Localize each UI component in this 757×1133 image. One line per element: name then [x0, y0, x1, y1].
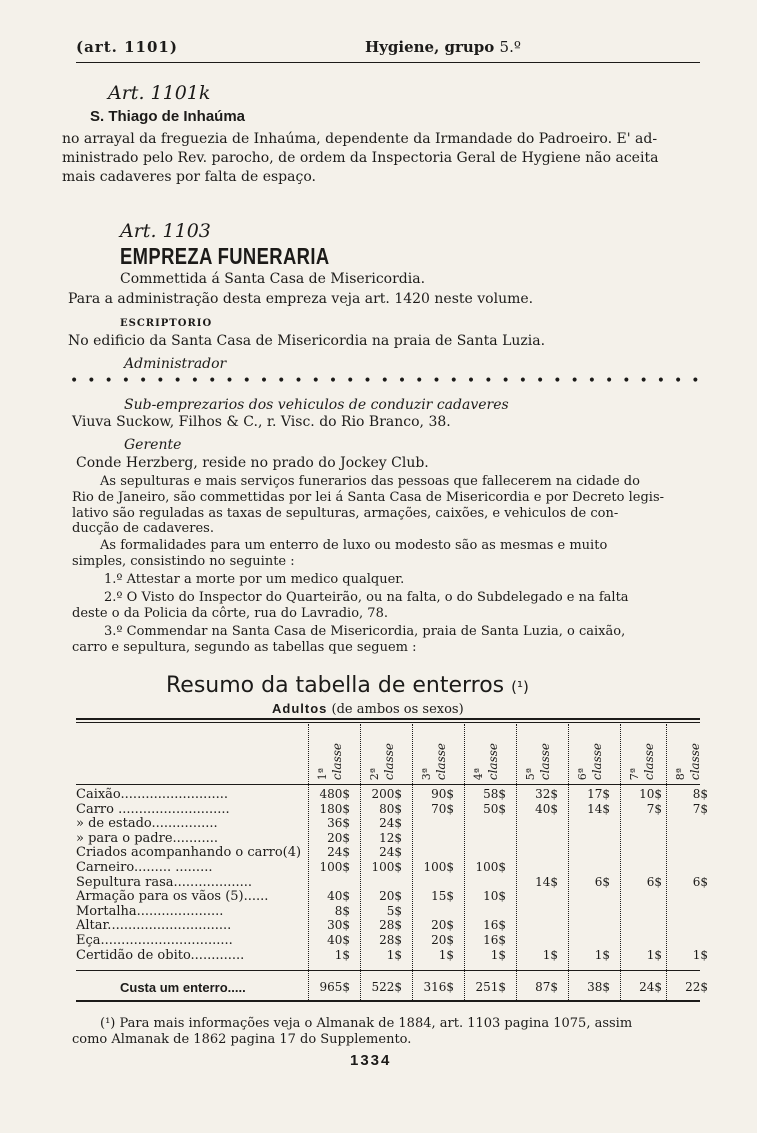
total-cell: 87$	[535, 980, 558, 994]
table-cell: 40$	[535, 801, 558, 816]
art-1101k-line-1: no arrayal da freguezia de Inhaúma, dependente da Irmandade do Padroeiro. E' ad-	[62, 131, 658, 147]
table-cell: 30$	[327, 918, 350, 933]
header-article-ref: (art. 1101)	[76, 38, 178, 56]
table-cell: 40$	[327, 889, 350, 904]
table-cell: 14$	[587, 801, 610, 816]
table-cell: 6$	[646, 874, 662, 889]
table-bottom-rule	[76, 1000, 700, 1002]
header-section-name: Hygiene, grupo	[365, 38, 495, 56]
table-cell: 7$	[692, 801, 708, 816]
art-1101k-name: S. Thiago de Inhaúma	[90, 108, 246, 125]
class-number: 7ª	[628, 767, 641, 780]
table-cell: 1$	[438, 947, 454, 962]
class-label: classe	[688, 742, 702, 780]
table-top-rule-2	[76, 722, 700, 723]
table-cell: 8$	[692, 787, 708, 801]
table-cell: 8$	[334, 903, 350, 918]
table-row-label: » para o padre...........	[76, 830, 218, 846]
table-cell: 100$	[475, 860, 506, 874]
table-cell: 90$	[431, 787, 454, 801]
table-cell: 20$	[431, 933, 454, 947]
class-number: 2ª	[368, 767, 381, 780]
paragraph-1-line-3: lativo são reguladas as taxas de sepulturas, armações, caixões, e vehiculos de con-	[72, 506, 619, 521]
class-header	[468, 737, 516, 782]
table-title-text: Resumo da tabella de enterros	[166, 673, 505, 698]
table-cell: 1$	[542, 947, 558, 962]
table-cell: 16$	[483, 918, 506, 933]
total-cell: 965$	[319, 980, 350, 994]
paragraph-1-line-1: As sepulturas e mais serviços funerarios das pessoas que fallecerem na cidade do	[100, 474, 640, 489]
class-label: classe	[486, 742, 500, 780]
class-label: classe	[434, 742, 448, 780]
table-cell: 5$	[386, 903, 402, 918]
table-cell: 40$	[327, 933, 350, 947]
sub-emprezarios-label: Sub-emprezarios dos vehiculos de conduzir cadaveres	[124, 397, 509, 413]
table-cell: 1$	[334, 947, 350, 962]
class-header	[624, 737, 672, 782]
class-number: 6ª	[576, 767, 589, 780]
table-header-rule	[76, 784, 700, 785]
administrador-label: Administrador	[124, 356, 227, 372]
table-cell: 180$	[319, 801, 350, 816]
table-cell: 7$	[646, 801, 662, 816]
table-row-label: Carneiro......... .........	[76, 860, 213, 875]
table-cell: 1$	[692, 947, 708, 962]
total-cell: 38$	[587, 980, 610, 994]
table-cell: 80$	[379, 801, 402, 816]
sub-emprezarios-text: Viuva Suckow, Filhos & C., r. Visc. do Rio Branco, 38.	[72, 414, 451, 430]
page-number: 1334	[350, 1052, 392, 1069]
table-cell: 100$	[423, 860, 454, 874]
table-cell: 36$	[327, 816, 350, 831]
art-1103-line-2: Para a administração desta empreza veja art. 1420 neste volume.	[68, 291, 534, 307]
table-cell: 100$	[319, 860, 350, 874]
table-cell: 32$	[535, 787, 558, 801]
table-cell: 50$	[483, 801, 506, 816]
table-cell: 20$	[379, 889, 402, 904]
table-cell: 1$	[594, 947, 610, 962]
table-cell: 28$	[379, 933, 402, 947]
table-cell: 17$	[587, 787, 610, 801]
table-title	[166, 673, 529, 698]
art-1103-line-1: Commettida á Santa Casa de Misericordia.	[120, 271, 426, 287]
table-cell: 24$	[379, 845, 402, 860]
table-cell: 14$	[535, 874, 558, 889]
total-cell: 251$	[475, 980, 506, 994]
table-cell: 24$	[327, 845, 350, 860]
table-cell: 58$	[483, 787, 506, 801]
paragraph-2-line-2: simples, consistindo no seguinte :	[72, 554, 295, 569]
table-cell: 1$	[386, 947, 402, 962]
table-top-rule	[76, 718, 700, 720]
class-header	[364, 737, 412, 782]
table-cell: 28$	[379, 918, 402, 933]
class-label: classe	[590, 742, 604, 780]
table-cell: 10$	[639, 787, 662, 801]
table-cell: 480$	[319, 787, 350, 801]
total-cell: 522$	[371, 980, 402, 994]
table-cell: 1$	[646, 947, 662, 962]
class-label: classe	[382, 742, 396, 780]
item-2-line-2: deste o da Policia da côrte, rua do Lavradio, 78.	[72, 606, 388, 621]
gerente-label: Gerente	[124, 437, 182, 453]
table-subtitle-bold: Adultos	[272, 701, 328, 716]
total-cell: 22$	[685, 980, 708, 994]
total-cell: 316$	[423, 980, 454, 994]
table-row-label: Eça................................	[76, 933, 233, 948]
art-1101k-heading: Art. 1101k	[108, 82, 211, 104]
dotted-leader: •••••••••••••••••••••••••••••••••••••	[70, 373, 709, 389]
table-cell: 6$	[692, 874, 708, 889]
empreza-funeraria-title: EMPREZA FUNERARIA	[120, 243, 330, 269]
class-number: 4ª	[472, 767, 485, 780]
table-row-label: » de estado................	[76, 816, 218, 832]
total-label: Custa um enterro.....	[120, 980, 246, 995]
table-cell: 12$	[379, 830, 402, 845]
item-3-line-2: carro e sepultura, segundo as tabellas que seguem :	[72, 640, 417, 655]
escriptorio-label: ESCRIPTORIO	[120, 318, 213, 329]
class-header	[520, 737, 568, 782]
class-header	[670, 737, 718, 782]
footnote-line-2: como Almanak de 1862 pagina 17 do Supplemento.	[72, 1032, 412, 1047]
class-label: classe	[330, 742, 344, 780]
escriptorio-text: No edificio da Santa Casa de Misericordia na praia de Santa Luzia.	[68, 333, 546, 349]
table-cell: 10$	[483, 889, 506, 904]
art-1101k-line-3: mais cadaveres por falta de espaço.	[62, 169, 316, 185]
table-cell: 20$	[431, 918, 454, 933]
class-label: classe	[642, 742, 656, 780]
art-1101k-line-2: ministrado pelo Rev. parocho, de ordem da Inspectoria Geral de Hygiene não aceita	[62, 150, 659, 166]
table-subtitle	[272, 701, 464, 717]
class-header	[572, 737, 620, 782]
table-row-label: Carro ...........................	[76, 801, 230, 817]
header-section-number: 5.º	[499, 38, 521, 56]
table-cell: 15$	[431, 889, 454, 904]
table-cell: 100$	[371, 860, 402, 874]
table-row-label: Caixão..........................	[76, 787, 228, 802]
class-label: classe	[538, 742, 552, 780]
class-header	[312, 737, 360, 782]
table-cell: 16$	[483, 933, 506, 947]
table-row-label: Certidão de obito.............	[76, 947, 245, 963]
table-subtitle-rest: (de ambos os sexos)	[331, 702, 464, 717]
table-row-label: Armação para os vãos (5)......	[76, 889, 269, 905]
table-row-label: Mortalha.....................	[76, 903, 224, 919]
class-number: 1ª	[316, 767, 329, 780]
table-cell: 70$	[431, 801, 454, 816]
item-2-line-1: 2.º O Visto do Inspector do Quarteirão, ou na falta, o do Subdelegado e na falta	[104, 590, 629, 605]
table-row-label: Criados acompanhando o carro(4)	[76, 845, 302, 861]
table-cell: 6$	[594, 874, 610, 889]
paragraph-1-line-2: Rio de Janeiro, são commettidas por lei á Santa Casa de Misericordia e por Decreto legis-	[72, 490, 665, 505]
header-rule	[76, 62, 700, 63]
header-section	[365, 38, 521, 56]
paragraph-1-line-4: ducção de cadaveres.	[72, 521, 214, 536]
class-number: 3ª	[420, 767, 433, 780]
item-3-line-1: 3.º Commendar na Santa Casa de Misericordia, praia de Santa Luzia, o caixão,	[104, 624, 626, 639]
class-number: 8ª	[674, 767, 687, 780]
total-cell: 24$	[639, 980, 662, 994]
paragraph-2-line-1: As formalidades para um enterro de luxo ou modesto são as mesmas e muito	[100, 538, 608, 553]
footnote-line-1: (¹) Para mais informações veja o Almanak de 1884, art. 1103 pagina 1075, assim	[100, 1016, 633, 1031]
table-row-label: Sepultura rasa...................	[76, 874, 253, 890]
item-1: 1.º Attestar a morte por um medico qualquer.	[104, 572, 405, 587]
table-cell: 1$	[490, 947, 506, 962]
table-cell: 200$	[371, 787, 402, 801]
gerente-text: Conde Herzberg, reside no prado do Jockey Club.	[76, 455, 429, 471]
class-header	[416, 737, 464, 782]
table-cell: 20$	[327, 830, 350, 845]
class-number: 5ª	[524, 767, 537, 780]
table-row-label: Altar..............................	[76, 918, 232, 934]
table-cell: 24$	[379, 816, 402, 831]
table-title-note: (¹)	[511, 678, 529, 696]
table-total-rule	[76, 970, 700, 971]
art-1103-heading: Art. 1103	[120, 220, 211, 242]
